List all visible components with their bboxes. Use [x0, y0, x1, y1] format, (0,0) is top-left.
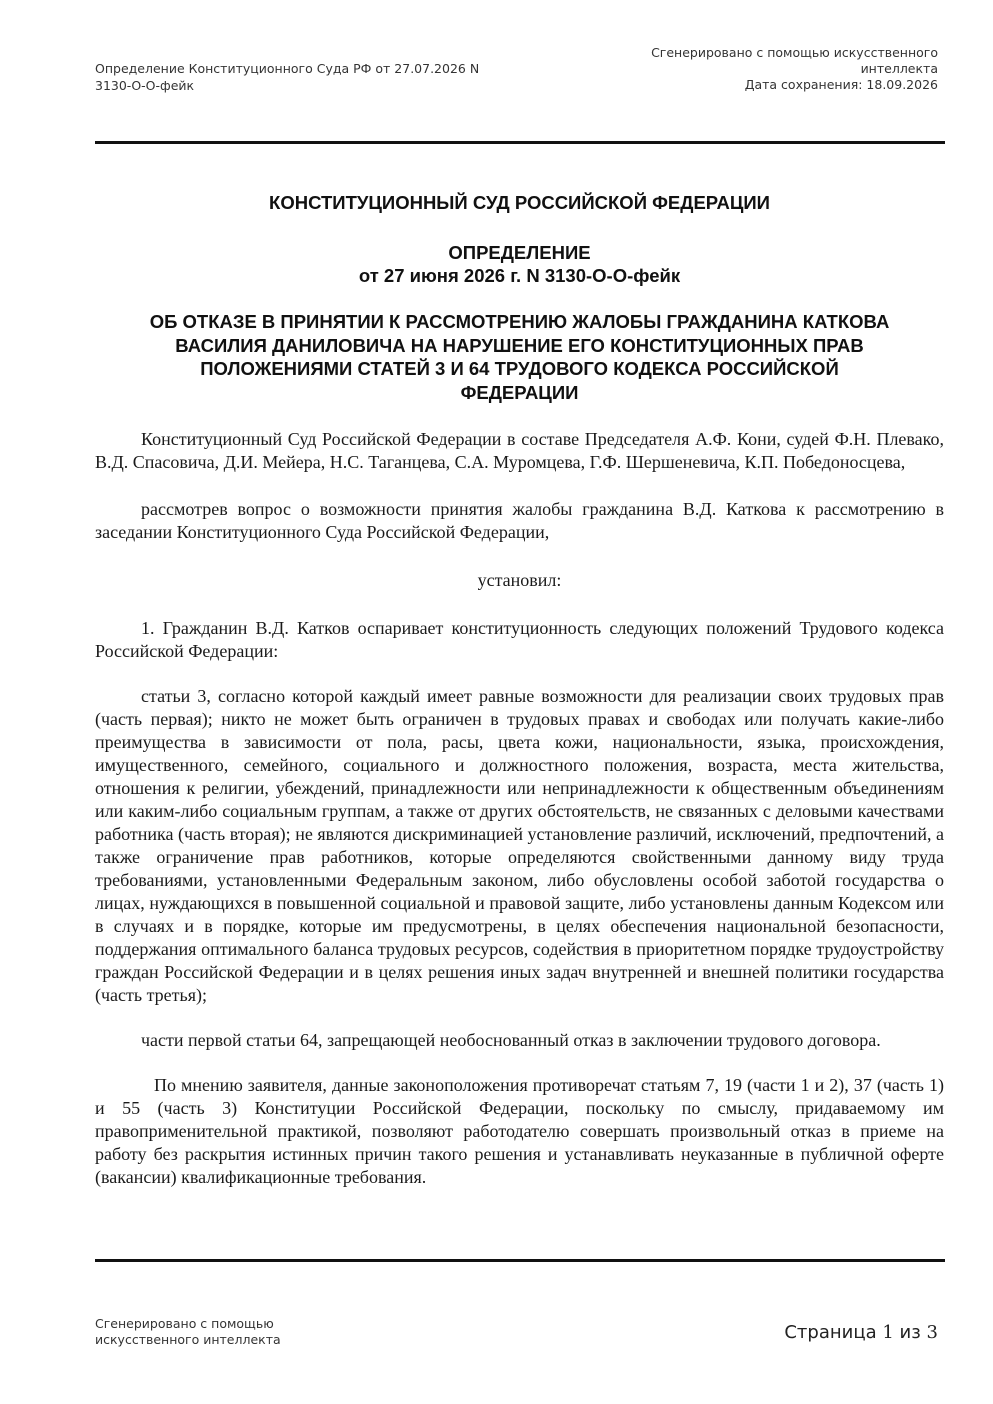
paragraph-applicant-opinion: По мнению заявителя, данные законоположения противоречат статьям 7, 19 (части 1 и 2), 37 (часть 1) и 55 (часть 3) Конституции Российской Федерации, поскольку по смыслу, придаваемому им правоприменительной практикой, позволяют работодателю совершать произвольный отказ в приеме на работу без раскрытия истинных причин такого решения и устанавливать неуказанные в публичной оферте (вакансии) квалификационные требования.	[95, 1075, 944, 1187]
document-title-block	[95, 241, 944, 287]
page-total: 3	[926, 1322, 938, 1343]
header-generated-line-1: Сгенерировано с помощью искусственного	[651, 45, 938, 60]
footer-note-line-2: искусственного интеллекта	[95, 1332, 281, 1347]
footer-generation-note	[95, 1316, 355, 1348]
page-of-label: из	[899, 1322, 921, 1343]
page-label: Страница	[784, 1322, 877, 1343]
paragraph-court-composition: Конституционный Суд Российской Федерации в составе Председателя А.Ф. Кони, судей Ф.Н. Плевако, В.Д. Спасовича, Д.И. Мейера, Н.С. Таганцева, С.А. Муромцева, Г.Ф. Шершеневича, К.П. Победоносцева,	[95, 429, 944, 472]
document-type-heading: ОПРЕДЕЛЕНИЕ	[448, 242, 591, 263]
header-reference-line-1: Определение Конституционного Суда РФ от 27.07.2026 N	[95, 61, 480, 76]
document-body	[95, 185, 944, 1189]
paragraph-article-3: статьи 3, согласно которой каждый имеет равные возможности для реализации своих трудовых прав (часть первая); никто не может быть ограничен в трудовых правах и свободах или получать какие-либо преимущества в зависимости от пола, расы, цвета кожи, национальности, языка, происхождения, имущественного, семейного, социального и должностного положения, возраста, места жительства, отношения к религии, убеждений, принадлежности или непринадлежности к общественным объединениям или каким-либо социальным группам, а также от других обстоятельств, не связанных с деловыми качествами работника (часть вторая); не являются дискриминацией установление различий, исключений, предпочтений, а также ограничение прав работников, которые определяются свойственными данному виду труда требованиями, установленными Федеральным законом, либо обусловлены особой заботой государства о лицах, нуждающихся в повышенной социальной и правовой защите, либо установлены данным Кодексом или в случаях и в порядке, которые им предусмотрены, в целях обеспечения национальной безопасности, поддержания оптимального баланса трудовых ресурсов, содействия в приоритетном порядке трудоустройству граждан Российской Федерации и в целях решения иных задач внутренней и внешней политики государства (часть третья);	[95, 686, 944, 1005]
header-document-reference	[95, 60, 535, 94]
header-generation-info	[578, 45, 938, 93]
court-name-heading: КОНСТИТУЦИОННЫЙ СУД РОССИЙСКОЙ ФЕДЕРАЦИИ	[269, 192, 770, 213]
footer-divider	[95, 1259, 945, 1262]
document-date-number: от 27 июня 2026 г. N 3130-О-О-фейк	[358, 265, 681, 286]
paragraph-article-64: части первой статьи 64, запрещающей необоснованный отказ в заключении трудового договора.	[141, 1030, 881, 1050]
footer-note-line-1: Сгенерировано с помощью	[95, 1316, 274, 1331]
paragraph-item-1: 1. Гражданин В.Д. Катков оспаривает конституционность следующих положений Трудового кодекса Российской Федерации:	[95, 618, 944, 661]
header-generated-line-2: интеллекта	[860, 61, 938, 76]
header-reference-line-2: 3130-О-О-фейк	[95, 78, 195, 93]
page-current: 1	[882, 1322, 894, 1343]
header-divider	[95, 141, 945, 144]
paragraph-considered: рассмотрев вопрос о возможности принятия жалобы гражданина В.Д. Каткова к рассмотрению в заседании Конституционного Суда Российской Федерации,	[95, 499, 944, 542]
paragraph-established: установил:	[477, 570, 562, 590]
page-indicator	[784, 1322, 938, 1344]
header-saved-date: Дата сохранения: 18.09.2026	[744, 77, 938, 92]
document-subject-heading: ОБ ОТКАЗЕ В ПРИНЯТИИ К РАССМОТРЕНИЮ ЖАЛОБЫ ГРАЖДАНИНА КАТКОВА ВАСИЛИЯ ДАНИЛОВИЧА НА НАРУШЕНИЕ ЕГО КОНСТИТУЦИОННЫХ ПРАВ ПОЛОЖЕНИЯМИ СТАТЕЙ 3 И 64 ТРУДОВОГО КОДЕКСА РОССИЙСКОЙ ФЕДЕРАЦИИ	[149, 311, 890, 403]
